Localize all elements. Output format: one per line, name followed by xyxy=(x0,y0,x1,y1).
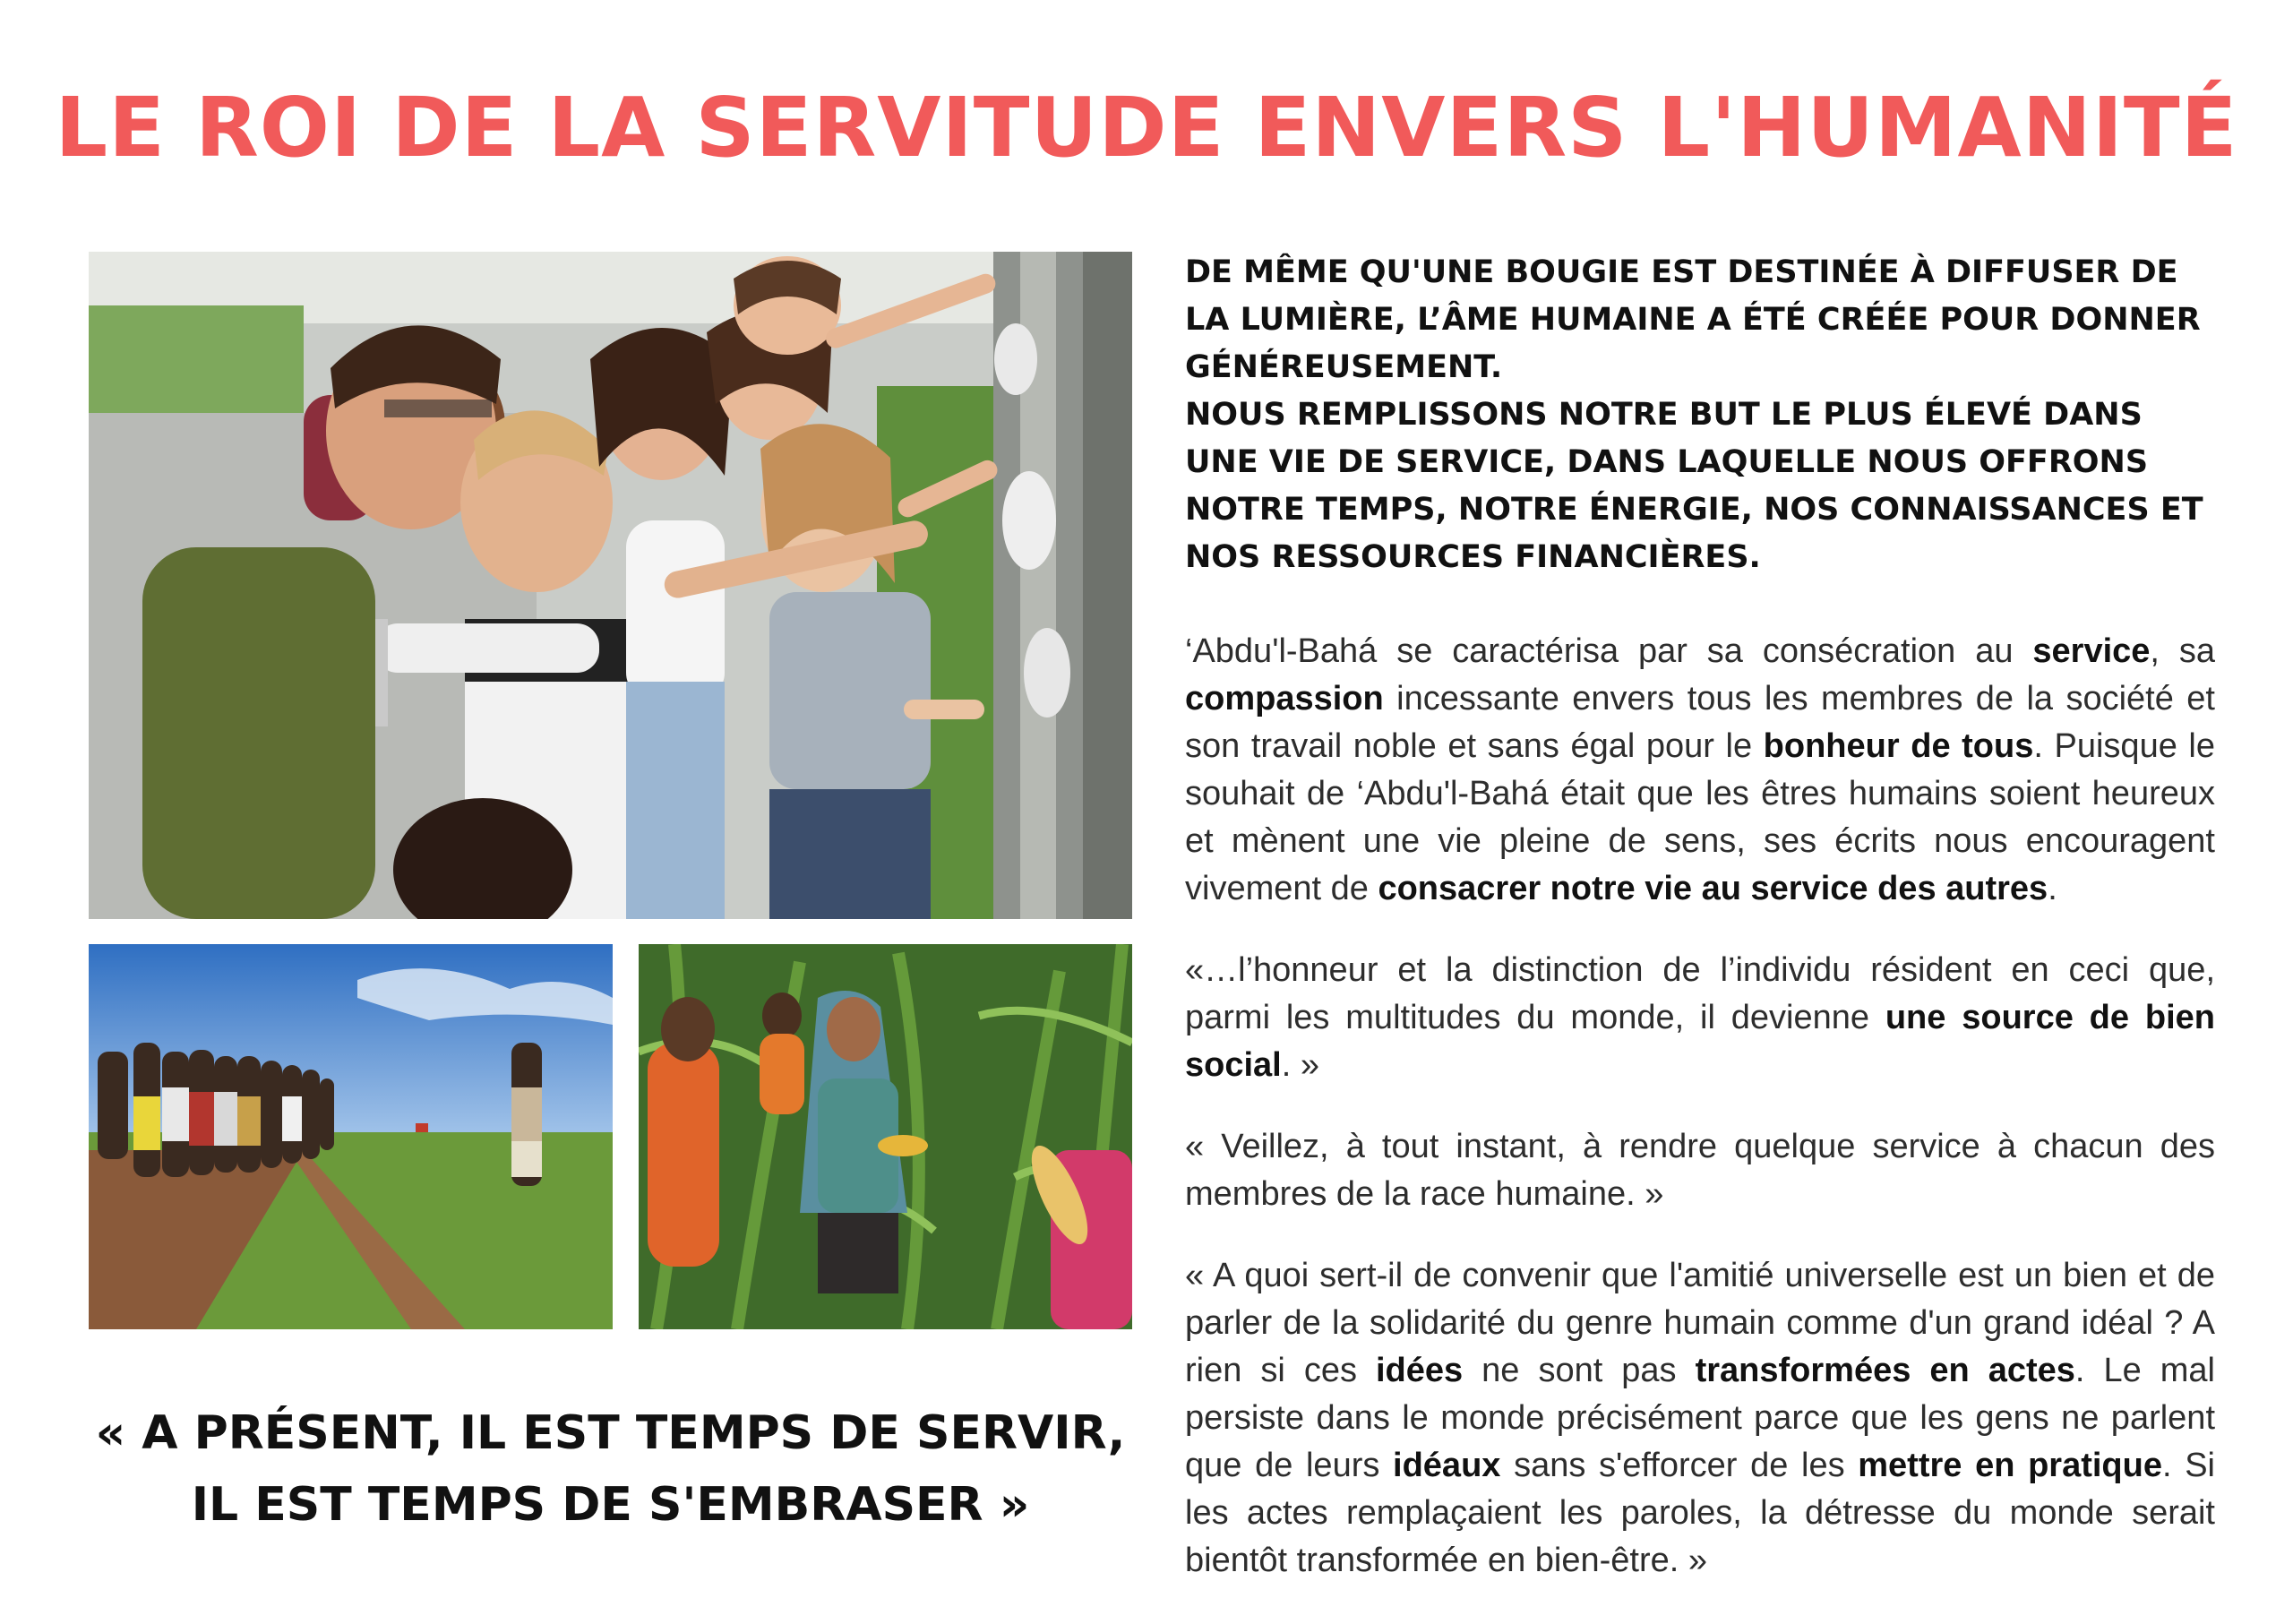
honour-quote-paragraph xyxy=(1185,947,2215,1089)
service-quote-line-2: IL EST TEMPS DE S'EMBRASER » xyxy=(191,1478,1030,1532)
lead-line-1: DE MÊME QU'UNE BOUGIE EST DESTINÉE À DIFFUSER DE LA LUMIÈRE, L’ÂME HUMAINE A ÉTÉ CRÉÉE POUR DONNER GÉNÉREUSEMENT. xyxy=(1185,254,2201,385)
text-run: « A quoi sert-il de convenir que l'amitié universelle est un bien et de parler de la solidarité du genre humain comme d'un grand idéal ? A rien si ces xyxy=(1185,1257,2215,1389)
text-run: incessante envers tous les membres de la société et son travail noble et sans égal pour le xyxy=(1185,680,2215,765)
emphasis: transformées en actes xyxy=(1695,1352,2075,1389)
lead-line-2: NOUS REMPLISSONS NOTRE BUT LE PLUS ÉLEVÉ DANS UNE VIE DE SERVICE, DANS LAQUELLE NOUS OFFRONS NOTRE TEMPS, NOTRE ÉNERGIE, NOS CONNAISSANCES ET NOS RESSOURCES FINANCIÈRES. xyxy=(1185,397,2203,575)
emphasis: idées xyxy=(1375,1352,1464,1389)
emphasis: bonheur de tous xyxy=(1763,727,2034,765)
text-run: ‘Abdu'l-Bahá se caractérisa par sa consécration au xyxy=(1185,632,2033,670)
text-run: « Veillez, à tout instant, à rendre quelque service à chacun des membres de la race humaine. » xyxy=(1185,1128,2215,1213)
emphasis: service xyxy=(2032,632,2151,670)
text-run: . Si les actes remplaçaient les paroles, la détresse du monde serait bientôt transformée en bien-être. » xyxy=(1185,1447,2215,1579)
emphasis: compassion xyxy=(1185,680,1384,717)
text-run: «…l’honneur et la distinction de l’individu résident en ceci que, parmi les multitudes du monde, il devienne xyxy=(1185,951,2215,1036)
service-quote-line-1: « A PRÉSENT, IL EST TEMPS DE SERVIR, xyxy=(95,1406,1126,1460)
volunteers-painting-illustration xyxy=(89,252,1132,919)
emphasis: une source de bien social xyxy=(1185,999,2215,1084)
text-run: . xyxy=(2048,870,2057,907)
text-run: . Le mal persiste dans le monde précisément parce que les gens ne parlent que de leurs xyxy=(1185,1352,2215,1484)
text-run: . Puisque le souhait de ‘Abdu'l-Bahá était que les êtres humains soient heureux et mènent une vie pleine de sens, ses écrits nous encouragent vivement de xyxy=(1185,727,2215,907)
emphasis: mettre en pratique xyxy=(1858,1447,2162,1484)
text-run: , sa xyxy=(2150,632,2216,670)
page-title: LE ROI DE LA SERVITUDE ENVERS L'HUMANITÉ xyxy=(55,80,2238,176)
service-quote xyxy=(89,1397,1132,1541)
text-run: ne sont pas xyxy=(1463,1352,1696,1389)
universal-friendship-quote-paragraph xyxy=(1185,1252,2215,1585)
service-instant-quote-paragraph xyxy=(1185,1123,2215,1218)
lead-statement xyxy=(1185,249,2215,581)
emphasis: idéaux xyxy=(1393,1447,1501,1484)
text-run: sans s'efforcer de les xyxy=(1500,1447,1859,1484)
emphasis: consacrer notre vie au service des autres xyxy=(1378,870,2048,907)
field-group-illustration xyxy=(89,944,613,1329)
maize-harvest-photo xyxy=(639,944,1132,1329)
text-run: . » xyxy=(1281,1046,1319,1084)
maize-harvest-illustration xyxy=(639,944,1132,1329)
text-column xyxy=(1185,249,2215,1585)
field-group-photo xyxy=(89,944,613,1329)
abdul-baha-paragraph xyxy=(1185,628,2215,913)
volunteers-painting-photo xyxy=(89,252,1132,919)
